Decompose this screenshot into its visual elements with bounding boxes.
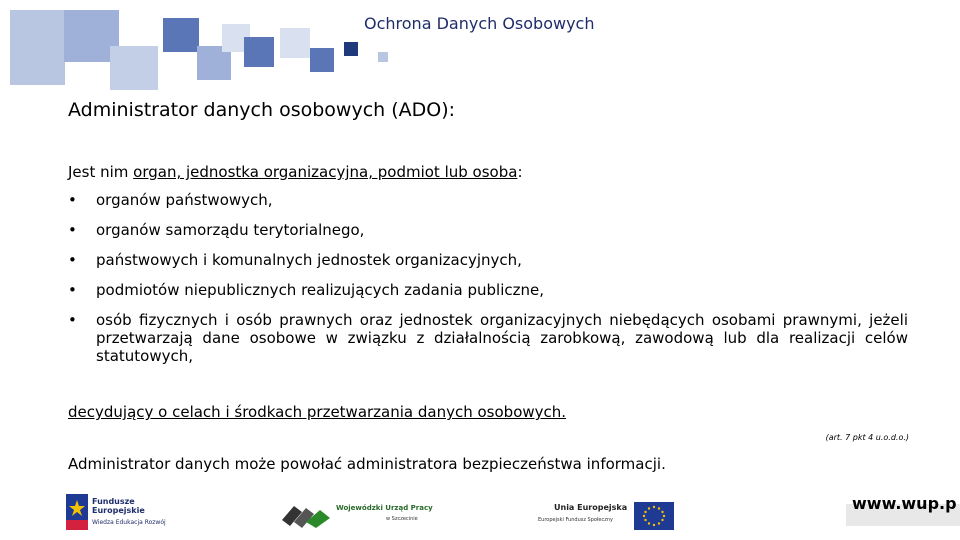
wup-mark-icon: [280, 500, 332, 530]
list-item: [68, 191, 908, 209]
fe-stars-icon: [66, 494, 88, 530]
wup-logo-text: Wojewódzki Urząd Pracy: [336, 504, 433, 512]
deco-square: [344, 42, 358, 56]
deco-square: [163, 18, 199, 52]
wup-logo: [280, 500, 433, 530]
list-item-text: organów państwowych,: [96, 191, 273, 209]
admin-note: Administrator danych może powołać administratora bezpieczeństwa informacji.: [68, 455, 666, 473]
fe-logo-text: Fundusze Europejskie: [92, 497, 145, 515]
intro-text: [68, 163, 523, 181]
list-item: [68, 281, 908, 299]
list-item: [68, 221, 908, 239]
fe-logo-subtext: Wiedza Edukacja Rozwój: [92, 519, 166, 526]
list-item-text: osób fizycznych i osób prawnych oraz jednostek organizacyjnych niebędących osobami prawnymi, jeżeli przetwarzają dane osobowe w związku z działalnością zarobkową, zawodową lub dla realizacji celów statutowych,: [96, 311, 908, 365]
header-title: Ochrona Danych Osobowych: [364, 14, 595, 33]
deco-square: [110, 46, 158, 90]
ue-logo-subtext: Europejski Fundusz Społeczny: [538, 517, 613, 523]
bullet-icon: •: [68, 311, 77, 329]
bullet-list: [68, 191, 908, 377]
intro-prefix: Jest nim: [68, 163, 134, 181]
page-heading: Administrator danych osobowych (ADO):: [68, 99, 456, 121]
list-item: [68, 311, 908, 365]
bullet-icon: •: [68, 221, 77, 239]
list-item: [68, 251, 908, 269]
intro-suffix: :: [517, 163, 523, 181]
list-item-text: państwowych i komunalnych jednostek organizacyjnych,: [96, 251, 522, 269]
deco-square: [10, 10, 65, 85]
intro-underlined: organ, jednostka organizacyjna, podmiot lub osoba: [133, 163, 518, 181]
list-item-text: podmiotów niepublicznych realizujących zadania publiczne,: [96, 281, 544, 299]
legal-citation: (art. 7 pkt 4 u.o.d.o.): [825, 433, 909, 442]
closing-text: decydujący o celach i środkach przetwarzania danych osobowych.: [68, 403, 567, 421]
deco-square: [280, 28, 310, 58]
ue-logo-text: Unia Europejska: [554, 503, 628, 512]
deco-square: [244, 37, 274, 67]
deco-square: [378, 52, 388, 62]
bullet-icon: •: [68, 281, 77, 299]
url-text: www.wup.p: [852, 494, 957, 513]
fundusze-europejskie-logo: [66, 494, 176, 530]
bullet-icon: •: [68, 191, 77, 209]
bullet-icon: •: [68, 251, 77, 269]
eu-flag-icon: [634, 502, 674, 530]
wup-logo-subtext: w Szczecinie: [386, 516, 418, 522]
website-url[interactable]: [846, 494, 960, 540]
unia-europejska-logo: [538, 500, 678, 532]
list-item-text: organów samorządu terytorialnego,: [96, 221, 365, 239]
deco-square: [310, 48, 334, 72]
